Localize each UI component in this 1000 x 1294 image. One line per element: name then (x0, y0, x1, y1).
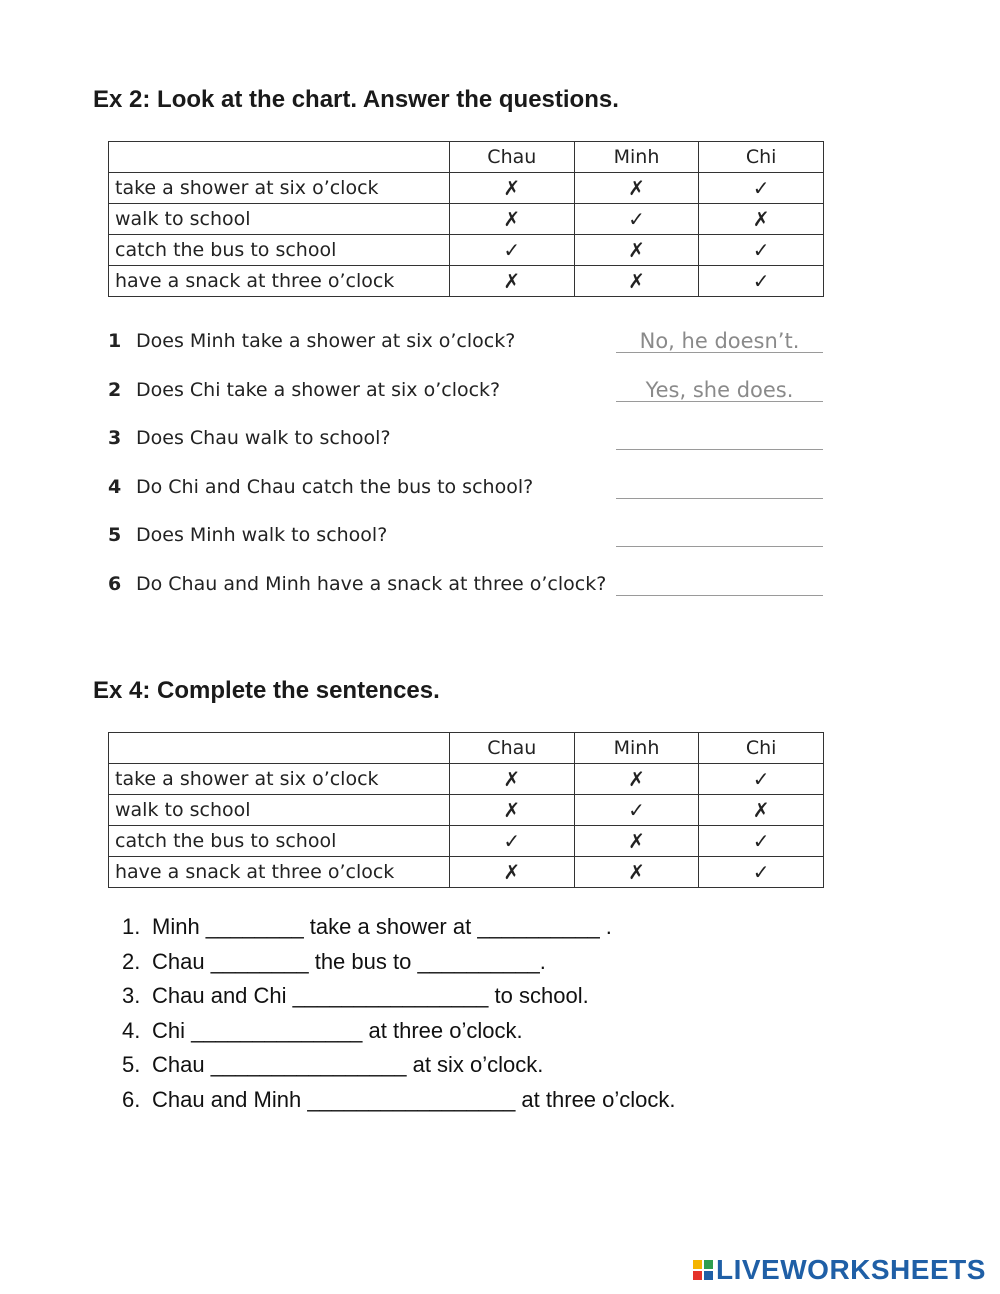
chart-row (109, 795, 824, 826)
answer-line (616, 595, 823, 596)
chart-activity: walk to school (109, 795, 450, 826)
sentence-number: 1. (122, 914, 141, 939)
logo-square (704, 1260, 713, 1269)
chart-activity: walk to school (109, 204, 450, 235)
chart-mark: ✗ (449, 857, 574, 888)
ex4-sentence-list (122, 914, 676, 1122)
chart-header-blank (109, 733, 450, 764)
ex2-question-list (108, 330, 828, 622)
question-text: Do Chau and Minh have a snack at three o’clock? (136, 572, 607, 595)
answer-line (616, 352, 823, 353)
chart-mark: ✓ (574, 204, 699, 235)
ex2-chart (108, 141, 824, 297)
chart-mark: ✗ (449, 204, 574, 235)
chart-mark: ✓ (699, 235, 824, 266)
sentence-text: Minh ________ take a shower at __________ . (152, 914, 612, 939)
chart-mark: ✗ (574, 235, 699, 266)
chart-activity: catch the bus to school (109, 235, 450, 266)
chart-mark: ✗ (449, 173, 574, 204)
logo-text: LIVEWORKSHEETS (716, 1254, 986, 1285)
chart-header-minh: Minh (574, 142, 699, 173)
chart-mark: ✗ (449, 266, 574, 297)
sentence-text: Chi ______________ at three o’clock. (152, 1017, 523, 1043)
chart-activity: take a shower at six o’clock (109, 173, 450, 204)
ex2-title: Ex 2: Look at the chart. Answer the questions. (93, 86, 619, 113)
chart-header-minh: Minh (574, 733, 699, 764)
chart-mark: ✓ (449, 235, 574, 266)
chart-row (109, 826, 824, 857)
answer-field[interactable]: Yes, she does. (645, 377, 794, 402)
chart-mark: ✗ (449, 764, 574, 795)
sentence-number: 4. (122, 1017, 141, 1043)
chart-mark: ✗ (574, 173, 699, 204)
chart-mark: ✓ (449, 826, 574, 857)
logo-square (693, 1271, 702, 1280)
question-number: 6 (108, 572, 122, 595)
chart-row (109, 764, 824, 795)
sentence-text: Chau and Chi ________________ to school. (152, 983, 589, 1009)
sentence-item[interactable] (122, 914, 676, 949)
chart-row (109, 204, 824, 235)
sentence-item[interactable] (122, 1052, 676, 1087)
question-text: Does Minh walk to school? (136, 524, 388, 547)
chart-mark: ✓ (699, 826, 824, 857)
chart-mark: ✗ (574, 266, 699, 297)
chart-mark: ✓ (574, 795, 699, 826)
liveworksheets-logo (693, 1254, 986, 1286)
chart-header-row (109, 733, 824, 764)
chart-activity: have a snack at three o’clock (109, 266, 450, 297)
question-item (108, 573, 828, 622)
answer-line (616, 449, 823, 450)
chart-header-chau: Chau (449, 733, 574, 764)
logo-grid-icon (693, 1260, 713, 1280)
chart-row (109, 173, 824, 204)
chart-activity: take a shower at six o’clock (109, 764, 450, 795)
sentence-number: 6. (122, 1086, 141, 1112)
sentence-text: Chau ________ the bus to __________. (152, 948, 546, 974)
chart-mark: ✗ (574, 826, 699, 857)
answer-line (616, 546, 823, 547)
sentence-number: 5. (122, 1052, 141, 1078)
chart-row (109, 235, 824, 266)
chart-mark: ✓ (699, 173, 824, 204)
question-text: Does Minh take a shower at six o’clock? (136, 330, 516, 352)
sentence-number: 3. (122, 983, 141, 1009)
question-item (108, 427, 828, 476)
answer-field[interactable]: No, he doesn’t. (639, 329, 800, 353)
sentence-item[interactable] (122, 1018, 676, 1053)
chart-mark: ✓ (699, 764, 824, 795)
question-item (108, 476, 828, 525)
chart-header-row (109, 142, 824, 173)
ex4-title: Ex 4: Complete the sentences. (93, 677, 440, 704)
sentence-text: Chau and Minh _________________ at three o’clock. (152, 1086, 676, 1112)
chart-mark: ✗ (699, 204, 824, 235)
chart-header-chi: Chi (699, 142, 824, 173)
chart-row (109, 266, 824, 297)
chart-row (109, 857, 824, 888)
question-number: 3 (108, 427, 122, 450)
chart-mark: ✓ (699, 857, 824, 888)
chart-activity: have a snack at three o’clock (109, 857, 450, 888)
question-number: 1 (108, 330, 122, 352)
chart-mark: ✗ (574, 857, 699, 888)
chart-mark: ✗ (574, 764, 699, 795)
question-text: Do Chi and Chau catch the bus to school? (136, 475, 534, 498)
chart-mark: ✗ (699, 795, 824, 826)
chart-activity: catch the bus to school (109, 826, 450, 857)
sentence-item[interactable] (122, 983, 676, 1018)
question-item (108, 330, 828, 379)
question-number: 4 (108, 475, 122, 498)
chart-header-chi: Chi (699, 733, 824, 764)
question-item (108, 524, 828, 573)
chart-header-blank (109, 142, 450, 173)
chart-mark: ✗ (449, 795, 574, 826)
sentence-number: 2. (122, 948, 141, 974)
question-text: Does Chau walk to school? (136, 427, 391, 450)
answer-line (616, 401, 823, 402)
question-number: 5 (108, 524, 122, 547)
logo-square (693, 1260, 702, 1269)
logo-square (704, 1271, 713, 1280)
sentence-text: Chau ________________ at six o’clock. (152, 1052, 544, 1078)
sentence-item[interactable] (122, 1087, 676, 1122)
question-number: 2 (108, 378, 122, 401)
question-text: Does Chi take a shower at six o’clock? (136, 378, 501, 401)
ex4-chart (108, 732, 824, 888)
chart-header-chau: Chau (449, 142, 574, 173)
sentence-item[interactable] (122, 949, 676, 984)
question-item (108, 379, 828, 428)
answer-line (616, 498, 823, 499)
chart-mark: ✓ (699, 266, 824, 297)
